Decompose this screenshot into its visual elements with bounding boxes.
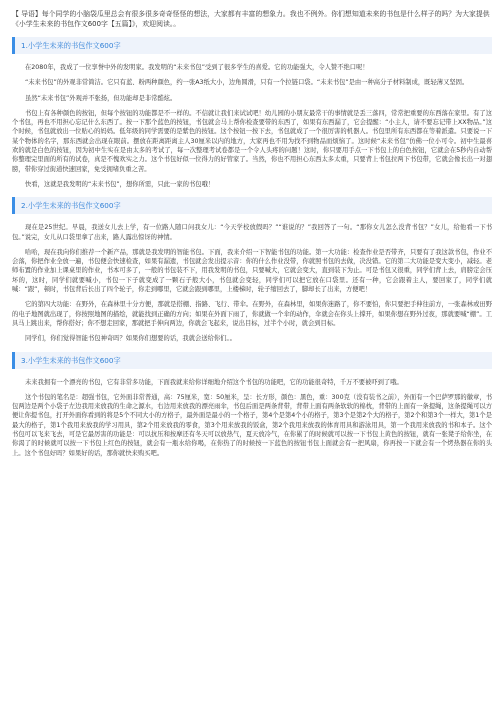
paragraph: 虽然“未来书包”外观并不张扬，但功能却是非常酷炫。 [25, 94, 177, 102]
section-1 [12, 37, 492, 189]
article-intro: 【 导语】每个同学的小脑袋瓜里总会有很多很多奇奇怪怪的想法，大家都有丰富的想象力。我也不例外。你们想知道未来的书包是什么样子的吗？为大家提供《小学生未来的书包作文600字【五篇】》，欢迎阅读。。 [12, 10, 490, 28]
paragraph: 它的第四大功能：在野外，在森林里十分方便，那就是搭棚、指路、飞行、带伞。在野外，在森林里，如果你迷路了，你不要怕，你只要把手伸往前方，一张森林或田野的电子地图就出现了，你按照地图的描绘，就能找到正确的方向；如果在外面下雨了，你就做一个伞的动作，伞就会在你头上撑开，如果你想在野外过夜，那就要喊“棚”。工具马上跳出来，帮你搭好；你不想走回家，那就把手伸向两边，你就会飞起来，说出目标，过半个小时，就会到目标。 [12, 301, 492, 327]
section-title[interactable]: 1.小学生未来的书包作文600字 [12, 37, 492, 54]
section-title[interactable]: 2.小学生未来的书包作文600字 [12, 197, 492, 214]
paragraph: 这个书包的笔名是：超强书包，它外面非常普通，高：75厘米，宽：50厘米，呈：长方形，颜色：黑色，重：300克（没有装书之前），外面有一个巴萨罗那的徽章，书包两边是两个小袋子左边我用来放我的生命之源水，右边用来放我的漂亮雨伞，书包后面是两条背带，背带上面有两条软软的棉枕，背带的上面有一条提绳，这条提绳可以方便让你提书包，打开外面你看到的将是5个不同大小的方格子，最外面是最小的一个格子，第4个是第4个小的格子，第3个是第2个大的格子，第2个和第3个一样大，第1个是最大的格子，第1个我用来放我的学习用具，第2个用来放我的零食，第3个用来放我的饭盒，第2个我用来放我的体育用具和游泳用具，第一个我用来放我的书和本子。这个书包可以飞来飞去，可是它最厉害的功能是：可以抗压和按摩还有冬天可以放热气，夏天放冷气，在你累了的时候就可以按一下书包上黄色的按钮，就有一张凳子给你坐，在你渴了的时候就可以按一下书包上红色的按钮，就会有一瓶水给你喝，在你热了的时候按一下蓝色的按钮书包上面就会有一把风扇，你再按一下就会有一个烤热器在你的头上。这个书包好吗？如果好的话，那你就快来购买吧。 [12, 393, 492, 457]
paragraph: “未来书包”的外观非常简洁。它只有蓝、粉两种颜色，约一张A3纸大小，边角圆滑，只有一个拉链口袋。“未来书包”是由一种高分子材料制成，既轻薄又坚固。 [25, 79, 469, 87]
section-2 [12, 197, 492, 343]
paragraph: 同学们，你们觉得智能书包神奇吗？如果你们想要的话，我就会送给你们。。 [25, 335, 236, 343]
paragraph: 现在是25世纪。早晨，我送女儿去上学，有一位路人随口问我女儿：“今天学校放假吗？”“谁说的？”我回答了一句。“那你女儿怎么没背书包？”女儿，给他看一下书包。”说完，女儿从口袋里拿了出来，路人露出惊讶的神情。 [12, 224, 492, 241]
paragraph: 在2080年，我成了一位享誉中外的发明家。我发明的“未来书包”受到了很多学生的喜爱。它的功能强大，令人赞不绝口呢！ [25, 64, 369, 71]
paragraph: 快看，这就是我发明的“未来书包”，想你所需，只此一家的书包哦！ [25, 180, 215, 188]
section-title[interactable]: 3.小学生未来的书包作文600字 [12, 352, 492, 369]
paragraph: 未来我拥有一个漂亮的书包，它有非常多功能，下面我就来给你详细地介绍这个书包的功能吧，它的功能很奇特，千万不要被吓到了哦。 [25, 378, 403, 386]
section-3 [12, 352, 492, 458]
paragraph: 哈哈，现在我向你们推荐一个新产品，那就是我发明的智能书包。下面，我来介绍一下智能书包的功能。第一大功能：检查作业是否带齐，只要有了我这款书包，作业不会落，你把作业全放一遍，书包便会快速检查，如果有漏遗，书包就会发出提示音：你的什么作业没带，你就照书包的去做，决没错。它的第二大功能是变大变小，减轻。老师布置的作业加上课桌里的作业，书本可多了，一般的书包装不下，用我发明的书包，只要喊大，它就会变大，直到装下为止。可是书包又很重，同学们背上去，肩膀定会压坏的，这时，同学们就要喊小，书包一下子就变成了一颗石子般大小，书包就会变轻，同学们可以把它放在口袋里。还有一种，它会跟着主人，要回家了，同学们就喊：“跟”，顿时，书包背后长出了四个轮子，你走到哪里，它就会跟到哪里，上楼梯时，轮子缩回去了，脚却长了出来，方便吧！ [12, 248, 492, 294]
paragraph: 书包上有各种颜色的按钮，但每个按钮的功能都是不一样的。不信就让我们来试试吧！幼儿园的小朋友最常干的事情就是丢三落四，常常把重要的东西落在家里。有了这个书包，再也不用担心忘记什么东西了。按一下那个蓝色的按钮，书包就会马上帮你检查要带的东西了，如果有东西漏了，它会提醒：“小主人，请不要忘记带上XX物品。”这个时候，书包就放出一位贴心的妈妈。低年级的同学需要的是紫色的按钮。这个按钮一按下去，书包就成了一个很厉害的机器人。书包里所有东西都在等着派遣。只要说一下某个物体的名字，那东西就会出现在眼前。摆放在距离距离主人30厘米以内的地方，大家再也不用为找不到物品而烦恼了。这时候“未来书包”仿佛一位小可令。初中生最喜欢的就是白色的按钮，因为初中生实在是由太多的考试了，每一次整理考试卷都是一个令人头疼的问题！这时，你只要用手点一下书包上的白色按钮，它就会在5秒内自动帮你整理完里面的所有的试卷，真是不愧欢实之力。这个书包好似一位得力的好管家了。当然，你也不用担心东西太多太重，只要背上书包拉两下书包带，它就会像长出一对翅膀，带你穿过街道快速回家，免受拥堵负重之苦。 [12, 109, 492, 173]
